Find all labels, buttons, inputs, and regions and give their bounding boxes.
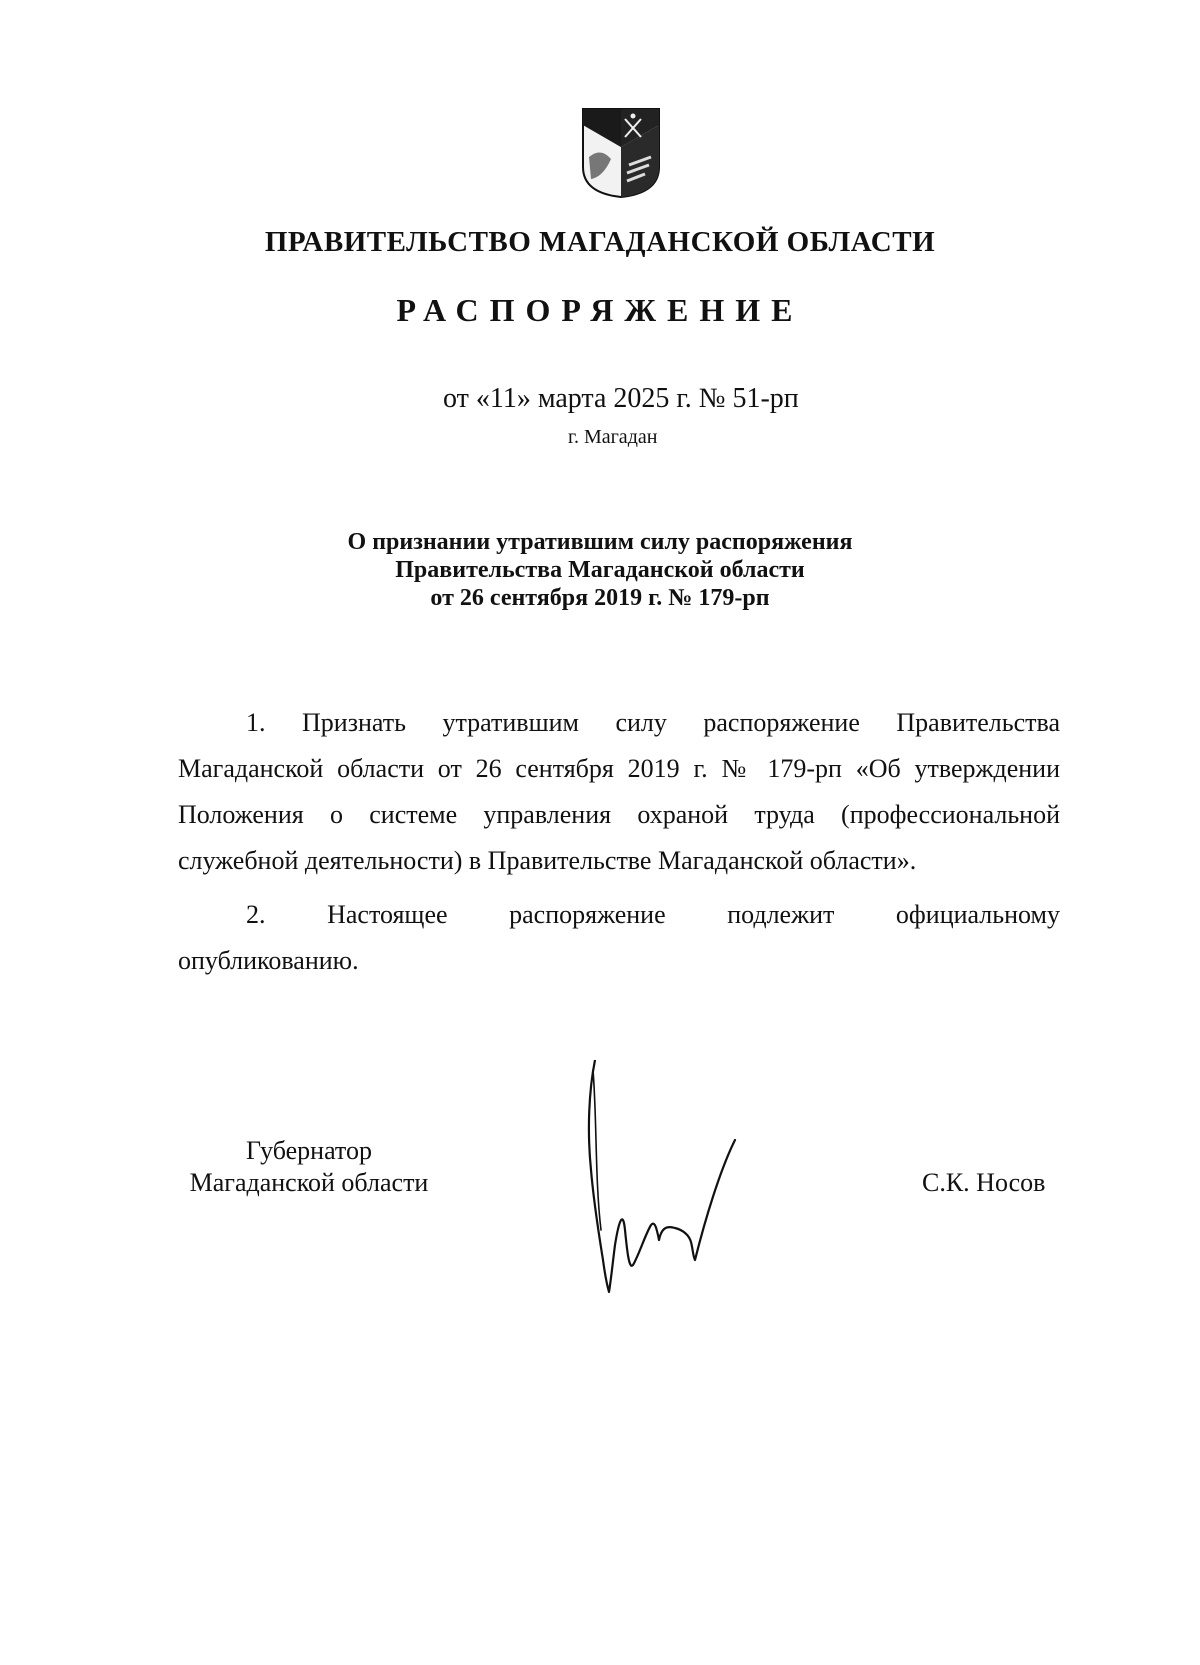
paragraph-line: опубликованию. [178,946,359,975]
paragraph-line: 1. Признать утратившим силу распоряжение Правительства [246,708,1060,737]
subject-line: от 26 сентября 2019 г. № 179-рп [430,585,770,611]
paragraph-line: Положения о системе управления охраной труда (профессиональной [178,800,1060,829]
document-date-number: от «11» марта 2025 г. № 51-рп [443,383,799,414]
paragraph-1 [178,700,1060,884]
document-city: г. Магадан [568,426,658,448]
document-subject [0,528,1200,612]
subject-line: Правительства Магаданской области [395,557,805,583]
coat-of-arms-icon [581,107,661,199]
subject-line: О признании утратившим силу распоряжения [347,529,853,555]
position-line: Губернатор [246,1136,372,1165]
paragraph-line: служебной деятельности) в Правительстве Магаданской области». [178,846,917,875]
signatory-position [178,1135,440,1199]
paragraph-line: 2. Настоящее распоряжение подлежит официальному [246,900,1060,929]
handwritten-signature-icon [585,1060,765,1300]
paragraph-2 [178,892,1060,984]
government-name: ПРАВИТЕЛЬСТВО МАГАДАНСКОЙ ОБЛАСТИ [264,226,936,258]
position-line: Магаданской области [189,1168,429,1197]
paragraph-line: Магаданской области от 26 сентября 2019 г. № 179-рп «Об утверждении [178,754,1060,783]
document-type: РАСПОРЯЖЕНИЕ [396,292,804,328]
signatory-name: С.К. Носов [922,1168,1046,1197]
